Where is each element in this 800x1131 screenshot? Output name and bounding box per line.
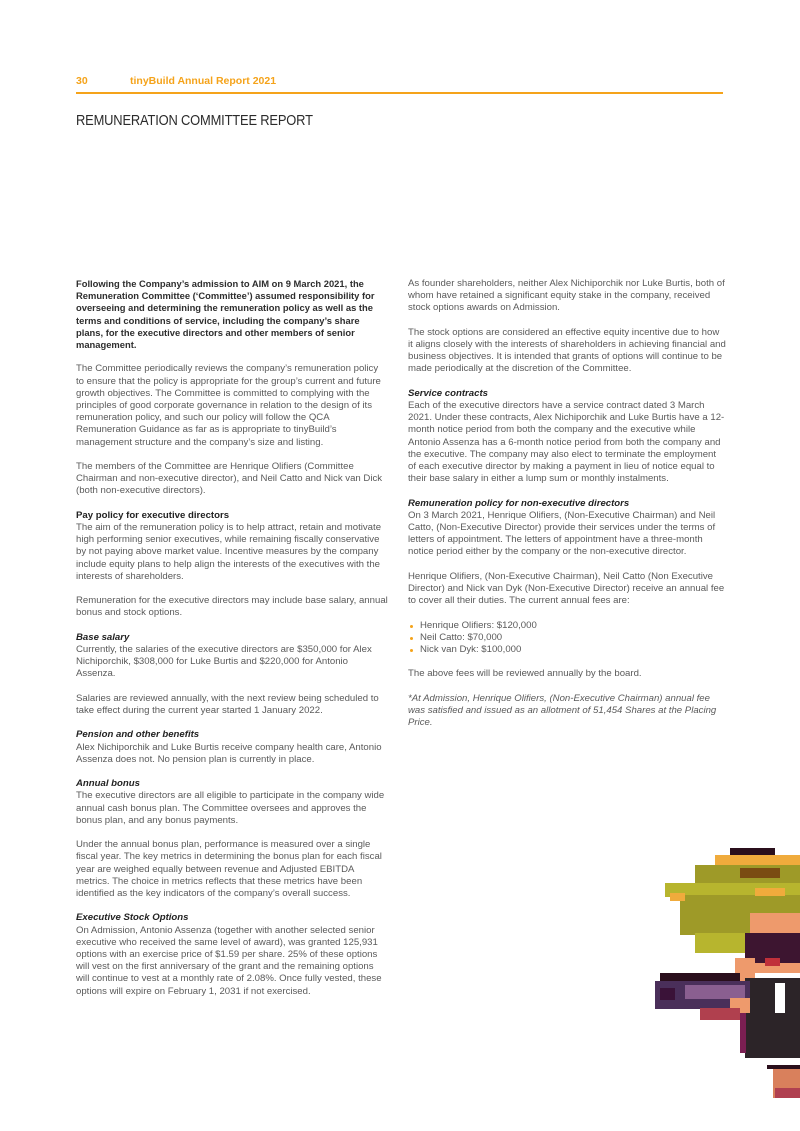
paragraph: The above fees will be reviewed annually by the board. (408, 668, 642, 680)
section-heading: Service contracts (408, 387, 488, 399)
left-column (76, 278, 388, 1010)
paragraph: As founder shareholders, neither Alex Nichiporchik nor Luke Burtis, both of whom have retained a significant equity stake in the company, received stock options awards on Admission. (408, 278, 725, 314)
paragraph: Salaries are reviewed annually, with the next review being scheduled to take effect during the current year started 1 January 2022. (76, 692, 379, 717)
running-header (76, 75, 276, 87)
paragraph: Remuneration for the executive directors may include base salary, annual bonus and stock options. (76, 595, 388, 619)
header-divider (76, 92, 723, 94)
right-column (408, 278, 726, 742)
fees-list (408, 620, 726, 657)
section-heading: Base salary (76, 631, 130, 643)
section-heading: Executive Stock Options (76, 912, 189, 924)
footnote: *At Admission, Henrique Olifiers, (Non-Executive Chairman) annual fee was satisfied and issued as an allotment of 51,454 Shares at the Placing Price. (408, 692, 717, 729)
paragraph: On 3 March 2021, Henrique Olifiers, (Non-Executive Chairman) and Neil Catto, (Non-Executive Director) provide their services under the terms of letters of appointment. The letters of appointment have a three-month notice period either by the company or the non-executive director. (408, 509, 716, 558)
page-title: REMUNERATION COMMITTEE REPORT (76, 112, 313, 129)
intro-paragraph: Following the Company’s admission to AIM on 9 March 2021, the Remuneration Committee (‘Committee’) assumed responsibility for overseeing and determining the remuneration policy as well as the terms and conditions of service, including the company’s share plans, for the executive directors and other members of senior management. (76, 278, 375, 351)
list-item: Neil Catto: $70,000 (408, 632, 726, 644)
section-heading: Pension and other benefits (76, 729, 200, 741)
paragraph: Henrique Olifiers, (Non-Executive Chairman), Neil Catto (Non Executive Director) and Nick van Dyk (Non-Executive Director) receive an annual fee to cover all their duties. The current annual fees are: (408, 570, 725, 607)
paragraph: Currently, the salaries of the executive directors are $350,000 for Alex Nichiporchik, $308,000 for Luke Burtis and $220,000 for Antonio Assenza. (76, 644, 372, 680)
paragraph: The members of the Committee are Henrique Olifiers (Committee Chairman and non-executive director), and Neil Catto and Nick van Dick (both non-executive directors). (76, 461, 383, 497)
section-heading: Annual bonus (76, 778, 140, 790)
paragraph: Under the annual bonus plan, performance is measured over a single fiscal year. The key metrics in determining the bonus plan for each fiscal year are weighed equally between revenue and Adjusted EBITDA metrics. The choice in metrics reflects that these metrics have been identified as the key indicators of the company’s overall success. (76, 839, 382, 900)
paragraph: The stock options are considered an effective equity incentive due to how it aligns closely with the interests of shareholders in achieving financial and business objectives. It is intended that grants of options will continue to be made periodically at the discretion of the Committee. (408, 326, 726, 375)
paragraph: The aim of the remuneration policy is to help attract, retain and motivate high performing senior executives, while remaining fiscally conservative by not paying above market value. Incentive measures by the company include equity plans to help align the interests of the executives with the interests of shareholders. (76, 522, 382, 582)
paragraph: Each of the executive directors have a service contract dated 3 March 2021. Under these contracts, Alex Nichiporchik and Luke Burtis have a 12-month notice period from both the company and the executive while Antonio Assenza has a 6-month notice period from both the company and the executive. The company may also elect to terminate the employment of each executive director by making a payment in lieu of notice equal to their base salary in either a lump sum or monthly instalments. (408, 400, 725, 485)
page-number: 30 (76, 75, 88, 87)
paragraph: On Admission, Antonio Assenza (together with another selected senior executive who received the same level of award), was granted 125,931 options with an exercise price of $1.59 per share. 25% of these options will vest on the first anniversary of the grant and the remaining options will continue to vest at a monthly rate of 2.08%. Once fully vested, these options will expire on February 1, 2031 if not exercised. (76, 924, 382, 997)
list-item: Henrique Olifiers: $120,000 (408, 620, 726, 632)
section-heading: Remuneration policy for non-executive directors (408, 497, 630, 509)
list-item: Nick van Dyk: $100,000 (408, 644, 726, 656)
section-heading: Pay policy for executive directors (76, 509, 230, 521)
paragraph: Alex Nichiporchik and Luke Burtis receive company health care, Antonio Assenza does not. No pension plan is currently in place. (76, 741, 382, 765)
paragraph: The Committee periodically reviews the company’s remuneration policy to ensure that the policy is appropriate for the group’s current and future growth objectives. The Committee is committed to complying with the principles of good corporate governance in relation to the design of its remuneration policy, and such our policy will follow the QCA Remuneration Guidance as far as is appropriate to tinyBuild’s management structure and the company’s size and listing. (76, 363, 381, 448)
pixel-character-illustration (655, 843, 800, 1103)
paragraph: The executive directors are all eligible to participate in the company wide annual cash bonus plan. The Committee oversees and approves the bonus plan, and any bonus payments. (76, 790, 385, 826)
publication-title: tinyBuild Annual Report 2021 (130, 75, 277, 87)
